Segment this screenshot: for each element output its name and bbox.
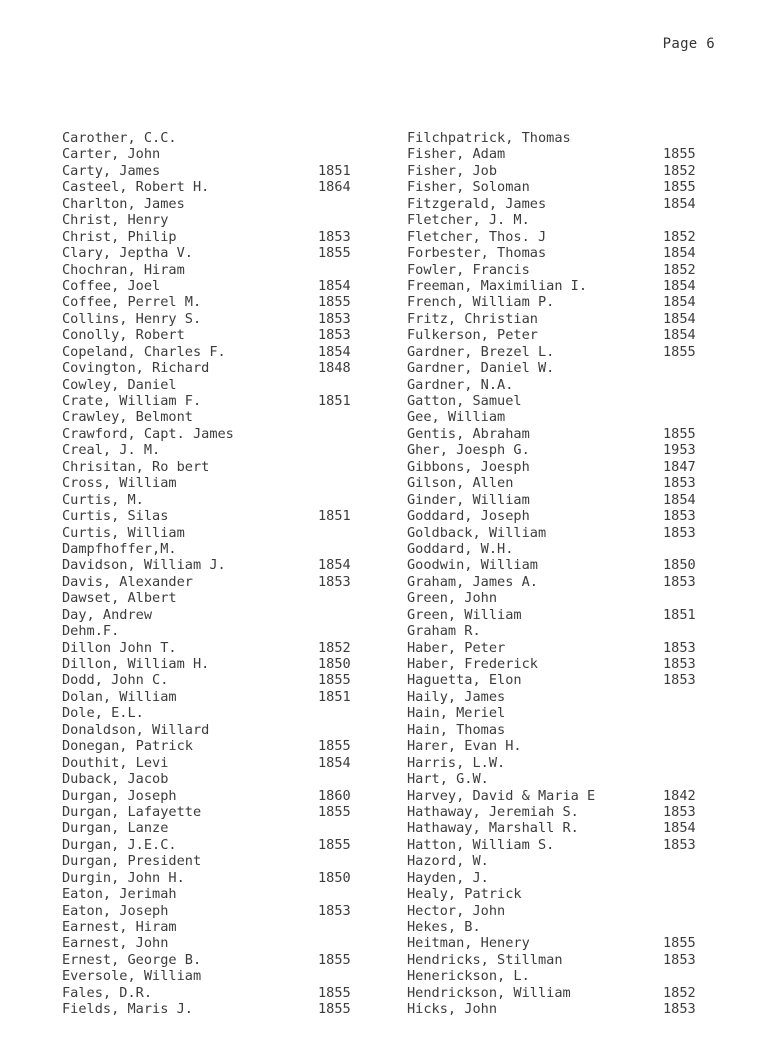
entry-year: 1854 — [663, 245, 696, 262]
name-entry-row — [407, 294, 707, 310]
entry-name: Filchpatrick, Thomas — [407, 130, 571, 146]
entry-name: Goddard, W.H. — [407, 540, 514, 557]
entry-name: Hathaway, Marshall R. — [407, 820, 579, 837]
entry-name: Davidson, William J. — [62, 557, 226, 574]
name-entry-row — [407, 163, 707, 179]
entry-year: 1854 — [318, 754, 351, 771]
name-entry-row — [407, 722, 707, 738]
name-entry-row — [407, 442, 707, 458]
entry-year: 1848 — [318, 360, 351, 377]
name-entry-row — [62, 360, 362, 376]
name-entry-row — [62, 294, 362, 310]
name-entry-row — [407, 459, 707, 475]
entry-year: 1853 — [663, 836, 696, 853]
entry-name: Clary, Jeptha V. — [62, 245, 193, 262]
entry-year: 1853 — [318, 902, 351, 919]
entry-name: Hendrickson, William — [407, 984, 571, 1001]
entry-year: 1847 — [663, 458, 696, 475]
entry-year: 1855 — [318, 294, 351, 311]
entry-year: 1855 — [663, 935, 696, 952]
name-entry-row — [407, 525, 707, 541]
name-entry-row — [407, 475, 707, 491]
entry-name: Conolly, Robert — [62, 327, 185, 344]
name-entry-row — [407, 130, 707, 146]
entry-year: 1854 — [318, 557, 351, 574]
entry-year: 1851 — [318, 393, 351, 409]
entry-name: Curtis, William — [62, 524, 185, 541]
entry-name: Eversole, William — [62, 968, 202, 985]
right-name-column — [407, 130, 707, 1018]
entry-name: Hain, Meriel — [407, 705, 506, 722]
name-entry-row — [407, 179, 707, 195]
entry-name: Eaton, Jerimah — [62, 886, 177, 903]
entry-year: 1852 — [663, 228, 696, 245]
entry-name: Dole, E.L. — [62, 705, 144, 722]
name-entry-row — [407, 393, 707, 409]
entry-year: 1854 — [663, 820, 696, 837]
name-entry-row — [407, 492, 707, 508]
entry-year: 1852 — [663, 984, 696, 1001]
entry-name: Harvey, David & Maria E — [407, 787, 596, 804]
name-entry-row — [62, 935, 362, 951]
name-entry-row — [407, 557, 707, 573]
entry-year: 1854 — [663, 195, 696, 212]
entry-name: Carother, C.C. — [62, 130, 177, 146]
entry-name: French, William P. — [407, 294, 555, 311]
name-entry-row — [407, 245, 707, 261]
name-entry-row — [62, 409, 362, 425]
name-entry-row — [62, 820, 362, 836]
name-entry-row — [62, 574, 362, 590]
name-entry-row — [62, 788, 362, 804]
entry-name: Carter, John — [62, 146, 161, 163]
entry-name: Graham, James A. — [407, 573, 538, 590]
entry-name: Ginder, William — [407, 491, 530, 508]
entry-year: 1854 — [663, 491, 696, 508]
name-entry-row — [62, 804, 362, 820]
entry-name: Fritz, Christian — [407, 310, 538, 327]
name-entry-row — [62, 196, 362, 212]
name-entry-row — [407, 985, 707, 1001]
entry-name: Dehm.F. — [62, 623, 120, 640]
name-entry-row — [407, 837, 707, 853]
name-entry-row — [62, 459, 362, 475]
entry-name: Hector, John — [407, 902, 506, 919]
entry-name: Durgan, Lanze — [62, 820, 169, 837]
name-entry-row — [407, 640, 707, 656]
name-entry-row — [62, 377, 362, 393]
entry-name: Fitzgerald, James — [407, 195, 547, 212]
entry-year: 1853 — [663, 573, 696, 590]
name-entry-row — [62, 1001, 362, 1017]
entry-name: Freeman, Maximilian I. — [407, 277, 588, 294]
entry-name: Collins, Henry S. — [62, 310, 202, 327]
entry-name: Fields, Maris J. — [62, 1001, 193, 1018]
name-entry-row — [62, 212, 362, 228]
entry-year: 1853 — [663, 656, 696, 672]
name-entry-row — [407, 804, 707, 820]
entry-year: 1855 — [318, 738, 351, 755]
entry-name: Dillon John T. — [62, 639, 177, 656]
entry-year: 1855 — [318, 245, 351, 262]
entry-name: Hendricks, Stillman — [407, 951, 563, 968]
entry-name: Hatton, William S. — [407, 836, 555, 853]
entry-name: Fowler, Francis — [407, 261, 530, 278]
entry-year: 1853 — [663, 475, 696, 492]
entry-year: 1854 — [663, 310, 696, 327]
name-entry-row — [62, 541, 362, 557]
name-entry-row — [62, 229, 362, 245]
entry-name: Fletcher, Thos. J — [407, 228, 547, 245]
name-entry-row — [62, 837, 362, 853]
name-entry-row — [407, 672, 707, 688]
name-entry-row — [62, 870, 362, 886]
entry-name: Hart, G.W. — [407, 771, 489, 788]
entry-name: Green, John — [407, 590, 498, 607]
entry-name: Crawford, Capt. James — [62, 425, 234, 442]
name-entry-row — [407, 409, 707, 425]
name-entry-row — [62, 426, 362, 442]
entry-name: Goodwin, William — [407, 557, 538, 574]
entry-name: Gibbons, Joesph — [407, 458, 530, 475]
left-name-column — [62, 130, 362, 1018]
entry-name: Eaton, Joseph — [62, 902, 169, 919]
entry-name: Hain, Thomas — [407, 721, 506, 738]
entry-name: Hekes, B. — [407, 919, 481, 935]
name-entry-row — [407, 705, 707, 721]
name-entry-row — [62, 557, 362, 573]
name-entry-row — [62, 607, 362, 623]
name-entry-row — [407, 771, 707, 787]
entry-year: 1854 — [318, 343, 351, 360]
entry-year: 1852 — [663, 162, 696, 179]
entry-name: Chochran, Hiram — [62, 261, 185, 278]
entry-name: Gee, William — [407, 409, 506, 426]
name-entry-row — [407, 968, 707, 984]
entry-name: Fletcher, J. M. — [407, 212, 530, 229]
entry-year: 1853 — [318, 228, 351, 245]
entry-name: Crawley, Belmont — [62, 409, 193, 426]
name-entry-row — [407, 278, 707, 294]
name-entry-row — [62, 903, 362, 919]
name-entry-row — [62, 146, 362, 162]
name-entry-row — [62, 179, 362, 195]
entry-name: Earnest, John — [62, 935, 169, 952]
entry-name: Cowley, Daniel — [62, 376, 177, 393]
name-entry-row — [407, 360, 707, 376]
entry-year: 1853 — [663, 951, 696, 968]
entry-name: Forbester, Thomas — [407, 245, 547, 262]
entry-name: Fisher, Job — [407, 162, 498, 179]
entry-name: Harris, L.W. — [407, 754, 506, 771]
name-entry-row — [62, 640, 362, 656]
entry-year: 1852 — [318, 639, 351, 656]
entry-name: Gilson, Allen — [407, 475, 514, 492]
name-entry-row — [62, 886, 362, 902]
name-entry-row — [407, 574, 707, 590]
entry-name: Hicks, John — [407, 1001, 498, 1018]
name-entry-row — [407, 508, 707, 524]
entry-name: Fisher, Adam — [407, 146, 506, 163]
entry-year: 1851 — [318, 508, 351, 525]
entry-year: 1853 — [663, 524, 696, 541]
entry-year: 1850 — [318, 869, 351, 886]
entry-year: 1853 — [663, 803, 696, 820]
name-entry-row — [407, 853, 707, 869]
name-entry-row — [62, 130, 362, 146]
name-entry-row — [407, 377, 707, 393]
name-entry-row — [62, 278, 362, 294]
entry-name: Gardner, N.A. — [407, 376, 514, 393]
entry-name: Crate, William F. — [62, 393, 202, 409]
entry-year: 1855 — [318, 672, 351, 689]
name-entry-row — [62, 525, 362, 541]
name-entry-row — [407, 311, 707, 327]
entry-name: Fales, D.R. — [62, 984, 153, 1001]
entry-year: 1852 — [663, 261, 696, 278]
entry-name: Copeland, Charles F. — [62, 343, 226, 360]
entry-year: 1850 — [318, 656, 351, 672]
entry-year: 1860 — [318, 787, 351, 804]
entry-name: Ernest, George B. — [62, 951, 202, 968]
entry-name: Donegan, Patrick — [62, 738, 193, 755]
name-entry-row — [407, 952, 707, 968]
entry-name: Healy, Patrick — [407, 886, 522, 903]
entry-name: Christ, Henry — [62, 212, 169, 229]
name-entry-row — [407, 623, 707, 639]
name-entry-row — [407, 327, 707, 343]
name-entry-row — [62, 393, 362, 409]
name-entry-row — [62, 475, 362, 491]
name-entry-row — [62, 985, 362, 1001]
entry-name: Day, Andrew — [62, 606, 153, 623]
name-entry-row — [62, 771, 362, 787]
entry-year: 1853 — [663, 639, 696, 656]
entry-name: Haguetta, Elon — [407, 672, 522, 689]
entry-name: Donaldson, Willard — [62, 721, 210, 738]
entry-year: 1855 — [318, 836, 351, 853]
entry-name: Creal, J. M. — [62, 442, 161, 459]
name-entry-row — [62, 245, 362, 261]
entry-name: Fulkerson, Peter — [407, 327, 538, 344]
entry-name: Gardner, Brezel L. — [407, 343, 555, 360]
name-entry-row — [62, 442, 362, 458]
entry-year: 1853 — [663, 672, 696, 689]
entry-name: Curtis, M. — [62, 491, 144, 508]
entry-year: 1853 — [318, 573, 351, 590]
entry-name: Durgin, John H. — [62, 869, 185, 886]
name-entry-row — [62, 311, 362, 327]
name-entry-row — [407, 426, 707, 442]
name-entry-row — [62, 508, 362, 524]
name-entry-row — [407, 196, 707, 212]
entry-year: 1864 — [318, 179, 351, 196]
entry-name: Goldback, William — [407, 524, 547, 541]
entry-year: 1953 — [663, 442, 696, 459]
name-entry-row — [407, 656, 707, 672]
name-entry-row — [407, 212, 707, 228]
entry-name: Curtis, Silas — [62, 508, 169, 525]
name-entry-row — [407, 607, 707, 623]
name-entry-row — [62, 738, 362, 754]
entry-year: 1853 — [318, 327, 351, 344]
name-entry-row — [62, 672, 362, 688]
entry-name: Durgan, President — [62, 853, 202, 870]
entry-year: 1855 — [318, 984, 351, 1001]
name-entry-row — [62, 262, 362, 278]
name-entry-row — [407, 935, 707, 951]
entry-name: Hazord, W. — [407, 853, 489, 870]
name-entry-row — [407, 919, 707, 935]
entry-year: 1855 — [663, 343, 696, 360]
entry-name: Henerickson, L. — [407, 968, 530, 985]
entry-name: Goddard, Joseph — [407, 508, 530, 525]
entry-year: 1855 — [663, 179, 696, 196]
entry-name: Durgan, Joseph — [62, 787, 177, 804]
page-number: Page 6 — [662, 36, 715, 52]
name-entry-row — [62, 755, 362, 771]
entry-name: Durgan, J.E.C. — [62, 836, 177, 853]
entry-name: Covington, Richard — [62, 360, 210, 377]
entry-name: Heitman, Henery — [407, 935, 530, 952]
name-entry-row — [62, 590, 362, 606]
name-entry-row — [62, 689, 362, 705]
entry-year: 1855 — [318, 803, 351, 820]
entry-year: 1853 — [663, 508, 696, 525]
entry-name: Dawset, Albert — [62, 590, 177, 607]
entry-name: Hayden, J. — [407, 869, 489, 886]
name-entry-row — [407, 755, 707, 771]
name-entry-row — [62, 656, 362, 672]
name-entry-row — [62, 492, 362, 508]
name-entry-row — [62, 327, 362, 343]
entry-name: Haber, Peter — [407, 639, 506, 656]
entry-name: Casteel, Robert H. — [62, 179, 210, 196]
name-entry-row — [407, 229, 707, 245]
entry-name: Dillon, William H. — [62, 656, 210, 672]
entry-name: Gatton, Samuel — [407, 393, 522, 409]
entry-year: 1851 — [318, 688, 351, 705]
entry-name: Dampfhoffer,M. — [62, 540, 177, 557]
entry-year: 1855 — [318, 1001, 351, 1018]
entry-name: Green, William — [407, 606, 522, 623]
entry-name: Coffee, Joel — [62, 277, 161, 294]
entry-name: Cross, William — [62, 475, 177, 492]
entry-name: Harer, Evan H. — [407, 738, 522, 755]
name-entry-row — [407, 344, 707, 360]
entry-year: 1850 — [663, 557, 696, 574]
name-entry-row — [62, 919, 362, 935]
name-entry-row — [407, 788, 707, 804]
entry-year: 1855 — [663, 146, 696, 163]
entry-year: 1855 — [318, 951, 351, 968]
entry-name: Earnest, Hiram — [62, 919, 177, 935]
entry-year: 1854 — [663, 327, 696, 344]
name-entry-row — [407, 590, 707, 606]
entry-name: Dodd, John C. — [62, 672, 169, 689]
entry-name: Haily, James — [407, 688, 506, 705]
entry-name: Gentis, Abraham — [407, 425, 530, 442]
entry-name: Christ, Philip — [62, 228, 177, 245]
name-entry-row — [407, 738, 707, 754]
entry-name: Gardner, Daniel W. — [407, 360, 555, 377]
name-entry-row — [62, 163, 362, 179]
entry-name: Dolan, William — [62, 688, 177, 705]
entry-year: 1854 — [663, 294, 696, 311]
name-entry-row — [407, 146, 707, 162]
entry-name: Charlton, James — [62, 195, 185, 212]
entry-name: Chrisitan, Ro bert — [62, 458, 210, 475]
name-entry-row — [62, 968, 362, 984]
name-entry-row — [407, 820, 707, 836]
entry-year: 1853 — [318, 310, 351, 327]
entry-name: Carty, James — [62, 162, 161, 179]
entry-name: Davis, Alexander — [62, 573, 193, 590]
entry-name: Graham R. — [407, 623, 481, 640]
entry-name: Duback, Jacob — [62, 771, 169, 788]
entry-year: 1851 — [318, 162, 351, 179]
name-entry-row — [407, 689, 707, 705]
name-entry-row — [62, 344, 362, 360]
entry-name: Douthit, Levi — [62, 754, 169, 771]
entry-name: Hathaway, Jeremiah S. — [407, 803, 579, 820]
name-entry-row — [62, 623, 362, 639]
entry-year: 1854 — [663, 277, 696, 294]
name-entry-row — [407, 870, 707, 886]
name-entry-row — [407, 262, 707, 278]
entry-name: Coffee, Perrel M. — [62, 294, 202, 311]
name-entry-row — [62, 952, 362, 968]
name-entry-row — [62, 853, 362, 869]
name-entry-row — [407, 541, 707, 557]
entry-year: 1851 — [663, 606, 696, 623]
entry-year: 1853 — [663, 1001, 696, 1018]
entry-year: 1842 — [663, 787, 696, 804]
entry-year: 1855 — [663, 425, 696, 442]
entry-name: Gher, Joesph G. — [407, 442, 530, 459]
entry-name: Fisher, Soloman — [407, 179, 530, 196]
name-entry-row — [62, 705, 362, 721]
entry-name: Haber, Frederick — [407, 656, 538, 672]
entry-name: Durgan, Lafayette — [62, 803, 202, 820]
name-entry-row — [407, 886, 707, 902]
name-entry-row — [407, 1001, 707, 1017]
name-entry-row — [62, 722, 362, 738]
name-entry-row — [407, 903, 707, 919]
entry-year: 1854 — [318, 277, 351, 294]
